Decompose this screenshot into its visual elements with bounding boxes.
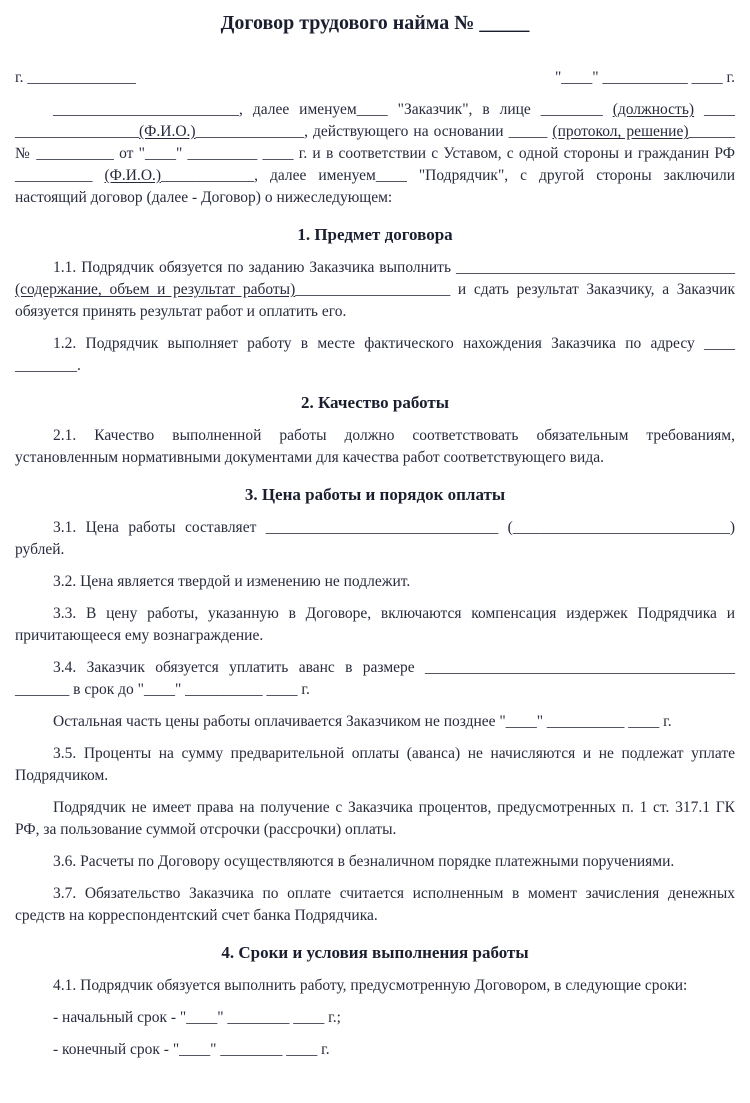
blank-hint-label: (должность) xyxy=(612,101,695,118)
clause-1-2 xyxy=(15,333,735,377)
clause-3-5 xyxy=(15,743,735,787)
text-segment: ______ № __________ от "____" _________ ____ г. и в соответствии с Уставом, с одной стороны и гражданин РФ __________ xyxy=(15,123,736,184)
text-segment: 1.1. Подрядчик обязуется по заданию Заказчика выполнить ____________________________________ xyxy=(53,259,735,276)
clause-3-1 xyxy=(15,517,735,561)
text-segment: 2.1. Качество выполненной работы должно соответствовать обязательным требованиям, установленным нормативными документами для качества работ соответствующего вида. xyxy=(15,427,735,466)
document-body xyxy=(15,99,735,1061)
section-4-heading: 4. Сроки и условия выполнения работы xyxy=(221,943,529,962)
text-segment: 3.2. Цена является твердой и изменению не подлежит. xyxy=(53,573,411,590)
blank-hint-label: (Ф.И.О.) xyxy=(104,167,162,184)
blank-hint-label: (Ф.И.О.) xyxy=(139,123,196,140)
text-segment: 3.5. Проценты на сумму предварительной оплаты (аванса) не начисляются и не подлежат уплате Подрядчиком. xyxy=(15,745,735,784)
clause-3-3 xyxy=(15,603,735,647)
text-segment: Остальная часть цены работы оплачивается Заказчиком не позднее "____" __________ ____ г. xyxy=(53,713,672,730)
preamble xyxy=(15,99,735,209)
document-title: Договор трудового найма № _____ xyxy=(220,12,530,34)
text-segment: - конечный срок - "____" ________ ____ г. xyxy=(53,1041,330,1058)
text-segment: 3.3. В цену работы, указанную в Договоре, включаются компенсация издержек Подрядчика и причитающееся ему вознаграждение. xyxy=(15,605,735,644)
date-line: "____" ___________ ____ г. xyxy=(554,69,735,86)
section-2-heading: 2. Качество работы xyxy=(300,393,450,412)
clause-2-1 xyxy=(15,425,735,469)
clause-3-4-remainder xyxy=(15,711,735,733)
section-3-heading: 3. Цена работы и порядок оплаты xyxy=(244,485,506,504)
text-segment: Подрядчик не имеет права на получение с Заказчика процентов, предусмотренных п. 1 ст. 317.1 ГК РФ, за пользование суммой отсрочки (рассрочки) оплаты. xyxy=(15,799,735,838)
blank-hint-label: (содержание, объем и результат работы) xyxy=(15,281,296,298)
text-segment: 3.6. Расчеты по Договору осуществляются в безналичном порядке платежными поручениями. xyxy=(53,853,675,870)
clause-3-6 xyxy=(15,851,735,873)
meta-row xyxy=(15,67,735,89)
text-segment: 3.4. Заказчик обязуется уплатить аванс в размере ________________________________________ _______ в срок до "____" __________ ____ г. xyxy=(15,659,735,698)
city-line: г. ______________ xyxy=(15,69,136,86)
text-segment: 3.7. Обязательство Заказчика по оплате считается исполненным в момент зачисления денежных средств на корреспондентский счет банка Подрядчика. xyxy=(15,885,735,924)
clause-3-5-note xyxy=(15,797,735,841)
clause-3-4 xyxy=(15,657,735,701)
clause-3-7 xyxy=(15,883,735,927)
text-segment: ____________________ и сдать результат Заказчику, а Заказчик обязуется принять результат работ и оплатить его. xyxy=(15,281,735,320)
clause-3-2 xyxy=(15,571,735,593)
text-segment: 1.2. Подрядчик выполняет работу в месте фактического нахождения Заказчика по адресу ____ ________. xyxy=(15,335,735,374)
text-segment: ________________________, далее именуем____ "Заказчик", в лице ________ xyxy=(53,101,613,118)
term-end-date xyxy=(15,1039,735,1061)
text-segment: 4.1. Подрядчик обязуется выполнить работу, предусмотренную Договором, в следующие сроки: xyxy=(53,977,688,994)
text-segment: ____ ________________ xyxy=(15,101,736,140)
text-segment: ______________, действующего на основании _____ xyxy=(195,123,553,140)
text-segment: - начальный срок - "____" ________ ____ г.; xyxy=(53,1009,341,1026)
clause-1-1 xyxy=(15,257,735,323)
term-start-date xyxy=(15,1007,735,1029)
section-1-heading: 1. Предмет договора xyxy=(297,225,453,244)
text-segment: 3.1. Цена работы составляет ______________________________ (____________________________) рублей. xyxy=(15,519,735,558)
text-segment: ____________, далее именуем____ "Подрядчик", с другой стороны заключили настоящий договор (далее - Договор) о нижеследующем: xyxy=(15,167,735,206)
clause-4-1 xyxy=(15,975,735,997)
blank-hint-label: (протокол, решение) xyxy=(552,123,689,140)
